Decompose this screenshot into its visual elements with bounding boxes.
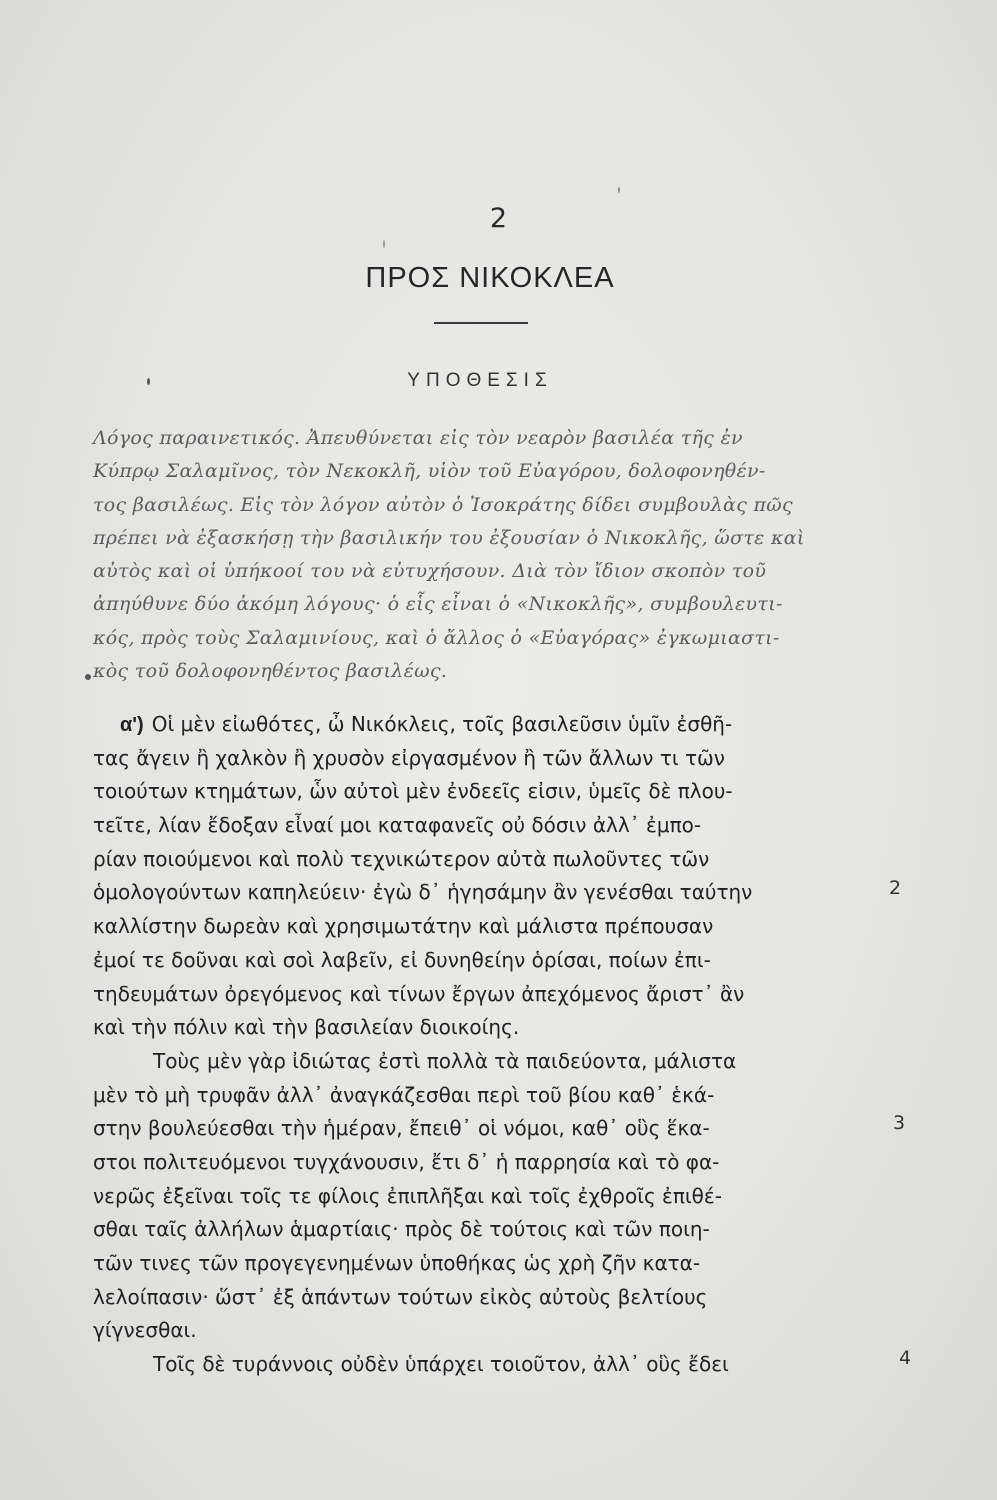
body-line: Τοὺς μὲν γὰρ ἰδιώτας ἐστὶ πολλὰ τὰ παιδεύοντα, μάλιστα (153, 1048, 737, 1073)
margin-section-number: 2 (889, 877, 902, 899)
summary-line: ἀπηύθυνε δύο ἀκόμη λόγους· ὁ εἷς εἶναι ὁ «Νικοκλῆς», συμβουλευτι- (93, 593, 783, 616)
body-line: στην βουλεύεσθαι τὴν ἡμέραν, ἔπειθ᾽ οἱ νόμοι, καθ᾽ οὓς ἕκα- (93, 1116, 710, 1141)
body-text (93, 708, 883, 1382)
body-line: ἐμοί τε δοῦναι καὶ σοὶ λαβεῖν, εἰ δυνηθείην ὁρίσαι, ποίων ἐπι- (93, 947, 711, 972)
margin-section-number: 3 (893, 1112, 906, 1134)
summary-line: κός, πρὸς τοὺς Σαλαμινίους, καὶ ὁ ἄλλος ὁ «Εὐαγόρας» ἐγκωμιαστι- (93, 626, 780, 649)
title-divider (434, 322, 528, 324)
ink-speck (85, 674, 91, 680)
chapter-number: 2 (489, 203, 508, 234)
ink-speck (383, 240, 385, 248)
body-line: μὲν τὸ μὴ τρυφᾶν ἀλλ᾽ ἀναγκάζεσθαι περὶ τοῦ βίου καθ᾽ ἑκά- (93, 1082, 715, 1107)
page-title: ΠΡΟΣ ΝΙΚΟΚΛΕΑ (365, 262, 615, 294)
summary-line: τος βασιλέως. Εἰς τὸν λόγον αὐτὸν ὁ Ἰσοκράτης δίδει συμβουλὰς πῶς (93, 493, 793, 516)
body-line: Τοῖς δὲ τυράννοις οὐδὲν ὑπάρχει τοιοῦτον, ἀλλ᾽ οὓς ἔδει (153, 1352, 729, 1377)
body-line: τοιούτων κτημάτων, ὧν αὐτοὶ μὲν ἐνδεεῖς εἰσιν, ὑμεῖς δὲ πλου- (93, 779, 733, 804)
body-line: γίγνεσθαι. (93, 1318, 197, 1343)
body-line: σθαι ταῖς ἀλλήλων ἁμαρτίαις· πρὸς δὲ τούτοις καὶ τῶν ποιη- (93, 1217, 710, 1242)
body-line: ὁμολογούντων καπηλεύειν· ἐγὼ δ᾽ ἡγησάμην ἂν γενέσθαι ταύτην (93, 880, 753, 905)
body-line: τεῖτε, λίαν ἔδοξαν εἶναί μοι καταφανεῖς οὐ δόσιν ἀλλ᾽ ἐμπο- (93, 813, 702, 838)
body-line: νερῶς ἐξεῖναι τοῖς τε φίλοις ἐπιπλῆξαι καὶ τοῖς ἐχθροῖς ἐπιθέ- (93, 1183, 722, 1208)
summary-line: Λόγος παραινετικός. Ἀπευθύνεται εἰς τὸν νεαρὸν βασιλέα τῆς ἐν (93, 427, 743, 449)
summary-line: αὐτὸς καὶ οἱ ὑπήκοοί του νὰ εὐτυχήσουν. Διὰ τὸν ἴδιον σκοπὸν τοῦ (93, 560, 767, 583)
summary-line: πρέπει νὰ ἐξασκήσῃ τὴν βασιλικήν του ἐξουσίαν ὁ Νικοκλῆς, ὥστε καὶ (93, 526, 805, 549)
summary-paragraph (93, 422, 883, 688)
body-line: τηδευμάτων ὀρεγόμενος καὶ τίνων ἔργων ἀπεχόμενος ἄριστ᾽ ἂν (93, 981, 745, 1006)
body-line: τας ἄγειν ἢ χαλκὸν ἢ χρυσὸν εἰργασμένον ἢ τῶν ἄλλων τι τῶν (93, 745, 725, 770)
ink-speck (147, 378, 150, 385)
body-line: ρίαν ποιούμενοι καὶ πολὺ τεχνικώτερον αὐτὰ πωλοῦντες τῶν (93, 846, 710, 871)
body-line: καὶ τὴν πόλιν καὶ τὴν βασιλείαν διοικοίης. (93, 1015, 520, 1040)
body-line (93, 708, 883, 742)
ink-speck (618, 187, 620, 193)
body-line: τῶν τινες τῶν προγεγενημένων ὑποθήκας ὡς χρὴ ζῆν κατα- (93, 1251, 701, 1275)
summary-line: κὸς τοῦ δολοφονηθέντος βασιλέως. (93, 660, 448, 683)
margin-section-number: 4 (899, 1347, 912, 1369)
body-line-text: Οἱ μὲν εἰωθότες, ὦ Νικόκλεις, τοῖς βασιλεῦσιν ὑμῖν ἐσθῆ- (151, 712, 733, 736)
section-heading: ΥΠΟΘΕΣΙΣ (407, 370, 553, 391)
body-line: καλλίστην δωρεὰν καὶ χρησιμωτάτην καὶ μάλιστα πρέπουσαν (93, 914, 714, 939)
summary-line: Κύπρῳ Σαλαμῖνος, τὸν Νεκοκλῆ, υἱὸν τοῦ Εὐαγόρου, δολοφονηθέν- (93, 460, 766, 483)
section-marker: α') (120, 714, 144, 736)
body-line: στοι πολιτευόμενοι τυγχάνουσιν, ἔτι δ᾽ ἡ παρρησία καὶ τὸ φα- (93, 1149, 720, 1174)
body-line: λελοίπασιν· ὥστ᾽ ἐξ ἁπάντων τούτων εἰκὸς αὐτοὺς βελτίους (93, 1284, 708, 1309)
